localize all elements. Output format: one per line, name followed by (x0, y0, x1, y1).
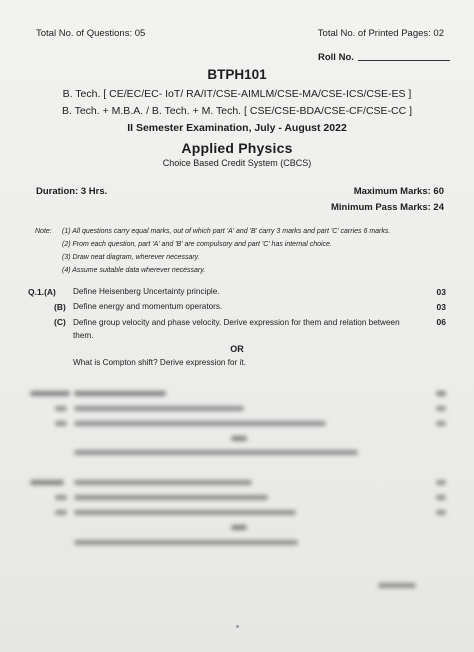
question-marks: 03 (436, 302, 446, 312)
note-item: (4) Assume suitable data wherever necessary. (62, 267, 206, 274)
question-marks: 03 (436, 287, 446, 297)
duration: Duration: 3 Hrs. (36, 186, 108, 197)
question-part-label: (B) (54, 302, 66, 312)
question-number: Q.1.(A) (28, 287, 56, 297)
total-printed-pages: Total No. of Printed Pages: 02 (317, 28, 444, 39)
credit-scheme: Choice Based Credit System (CBCS) (162, 158, 312, 168)
exam-session: II Semester Examination, July - August 2022 (127, 122, 347, 134)
question-text: Define group velocity and phase velocity. Derive expression for them and relation between them. (73, 318, 400, 340)
question-text: Define energy and momentum operators. (73, 302, 223, 311)
note-label: Note: (35, 228, 52, 235)
minimum-pass-marks: Minimum Pass Marks: 24 (331, 202, 444, 213)
programme-line-2: B. Tech. + M.B.A. / B. Tech. + M. Tech. [ CSE/CSE-BDA/CSE-CF/CSE-CC ] (61, 105, 413, 117)
subject-title: Applied Physics (181, 140, 293, 156)
question-text: What is Compton shift? Derive expression for it. (73, 358, 246, 367)
total-questions: Total No. of Questions: 05 (36, 28, 146, 39)
question-part-label: (C) (54, 317, 66, 327)
maximum-marks: Maximum Marks: 60 (353, 186, 444, 197)
roll-number-blank (358, 51, 450, 61)
roll-number-field (318, 51, 450, 63)
question-marks: 06 (436, 317, 446, 327)
note-item: (1) All questions carry equal marks, out of which part 'A' and 'B' carry 3 marks and part 'C' carries 6 marks. (62, 228, 391, 235)
note-item: (3) Draw neat diagram, wherever necessary. (62, 254, 200, 261)
question-text: Define Heisenberg Uncertainty principle. (73, 287, 220, 296)
or-divider: OR (230, 344, 244, 354)
paper-code: BTPH101 (207, 67, 267, 82)
page-mark (236, 625, 239, 628)
roll-number-label: Roll No. (318, 52, 354, 63)
programme-line-1: B. Tech. [ CE/EC/EC- IoT/ RA/IT/CSE-AIMLM/CSE-MA/CSE-ICS/CSE-ES ] (62, 88, 412, 100)
note-item: (2) From each question, part 'A' and 'B' are compulsory and part 'C' has internal choice. (62, 241, 332, 248)
